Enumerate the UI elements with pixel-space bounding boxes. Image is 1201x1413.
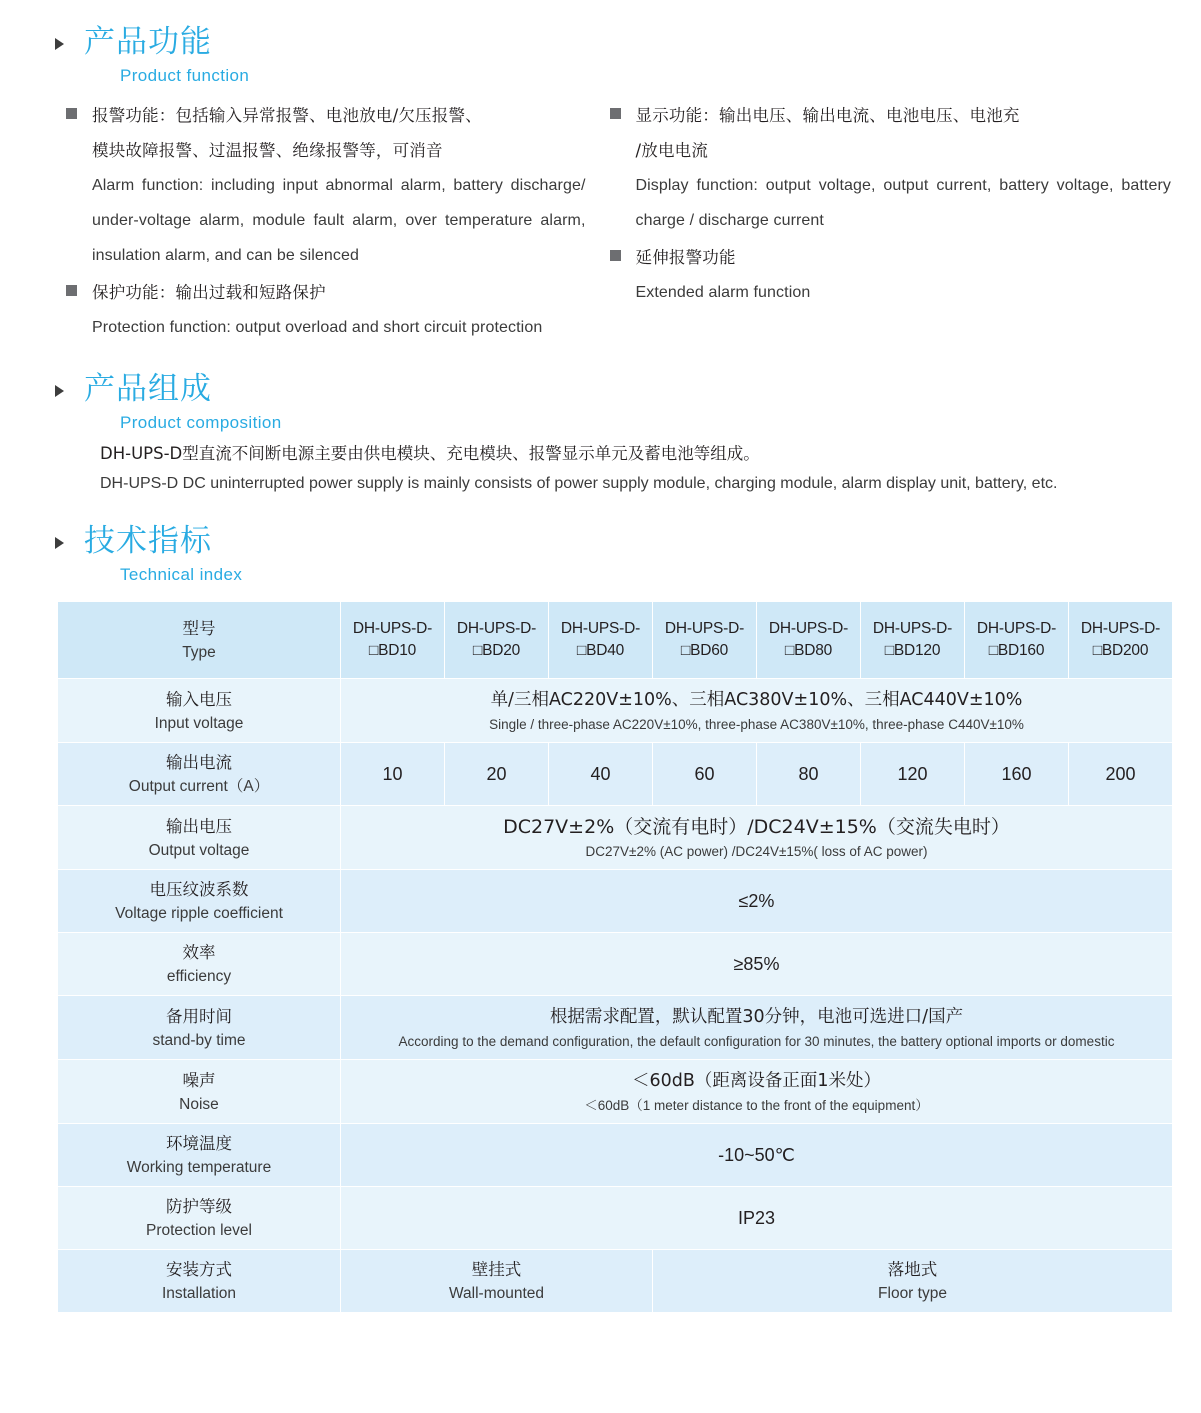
model-name: DH-UPS-D-□BD200 xyxy=(1080,620,1161,659)
item-cn-line-1: 延伸报警功能 xyxy=(635,248,736,267)
row-value-cn: ≤2% xyxy=(738,891,775,911)
section-title-cn: 产品功能 xyxy=(84,24,212,60)
row-cell xyxy=(1069,743,1173,806)
table-header-model xyxy=(965,602,1069,679)
row-value xyxy=(341,870,1173,933)
row-label-en: Output voltage xyxy=(148,841,250,859)
table-header-model xyxy=(549,602,653,679)
row-value xyxy=(341,1187,1173,1250)
model-name: DH-UPS-D-□BD80 xyxy=(768,620,849,659)
model-name: DH-UPS-D-□BD120 xyxy=(872,620,953,659)
install-cn: 落地式 xyxy=(887,1260,938,1279)
function-column-right xyxy=(586,98,1172,347)
row-value-cn: -10~50℃ xyxy=(718,1145,795,1165)
row-value-cn: ≥85% xyxy=(733,954,780,974)
row-cell xyxy=(445,743,549,806)
list-item xyxy=(636,98,1172,238)
row-cell xyxy=(653,743,757,806)
triangle-bullet-icon xyxy=(55,385,64,397)
row-label-en: stand-by time xyxy=(152,1031,246,1049)
row-label-en: Installation xyxy=(161,1285,237,1302)
row-value-en: According to the demand configuration, the default configuration for 30 minutes, the battery optional imports or domestic xyxy=(398,1034,1115,1049)
table-header-model xyxy=(653,602,757,679)
cell-value: 40 xyxy=(590,764,611,784)
item-cn-line-1: 显示功能：输出电压、输出电流、电池电压、电池充 xyxy=(635,106,1020,125)
technical-index-table xyxy=(57,601,1173,1313)
row-label-cn: 输出电流 xyxy=(166,753,232,772)
row-cell xyxy=(757,743,861,806)
row-label-en: Output current（A） xyxy=(128,778,270,795)
square-bullet-icon xyxy=(66,108,77,119)
row-label-cn: 输出电压 xyxy=(166,816,232,836)
row-cell xyxy=(549,743,653,806)
model-name: DH-UPS-D-□BD20 xyxy=(456,620,537,659)
table-header-model xyxy=(341,602,445,679)
section-title-en: Product composition xyxy=(120,413,282,432)
row-value-en: DC27V±2% (AC power) /DC24V±15%( loss of AC power) xyxy=(585,844,928,859)
row-value-cn: IP23 xyxy=(737,1208,776,1228)
cell-value: 20 xyxy=(486,764,507,784)
table-row xyxy=(58,743,1173,806)
row-value xyxy=(341,806,1173,870)
row-label xyxy=(58,1060,341,1124)
row-value xyxy=(341,679,1173,743)
table-row xyxy=(58,933,1173,996)
section-header-technical-index xyxy=(0,521,1201,587)
cell-value: 80 xyxy=(798,764,819,784)
row-value-cn: ＜60dB（距离设备正面1米处） xyxy=(631,1071,881,1091)
table-row xyxy=(58,806,1173,870)
section-title-en: Product function xyxy=(120,66,250,85)
row-label-en: Working temperature xyxy=(126,1159,272,1176)
model-name: DH-UPS-D-□BD40 xyxy=(560,620,641,659)
table-row xyxy=(58,870,1173,933)
row-label-cn: 效率 xyxy=(182,943,216,962)
list-item xyxy=(636,240,1172,310)
square-bullet-icon xyxy=(610,108,621,119)
triangle-bullet-icon xyxy=(55,537,64,549)
product-composition-body xyxy=(0,435,1201,499)
install-cn: 壁挂式 xyxy=(471,1260,522,1279)
function-column-left xyxy=(0,98,586,347)
row-label-en: Input voltage xyxy=(154,714,244,732)
composition-en-text: DH-UPS-D DC uninterrupted power supply is mainly consists of power supply module, charging module, alarm display unit, battery, etc. xyxy=(100,475,1058,492)
row-label-cn: 备用时间 xyxy=(166,1006,232,1026)
table-header-model xyxy=(861,602,965,679)
triangle-bullet-icon xyxy=(55,38,64,50)
row-label-cn: 输入电压 xyxy=(166,689,232,709)
cell-value: 60 xyxy=(694,764,715,784)
row-label-cn: 环境温度 xyxy=(166,1134,232,1153)
square-bullet-icon xyxy=(610,250,621,261)
row-label-en: Voltage ripple coefficient xyxy=(115,905,283,922)
row-value xyxy=(341,996,1173,1060)
model-name: DH-UPS-D-□BD10 xyxy=(352,620,433,659)
row-cell xyxy=(341,743,445,806)
row-value-floor-type xyxy=(653,1250,1173,1313)
table-row xyxy=(58,1250,1173,1313)
model-name: DH-UPS-D-□BD60 xyxy=(664,620,745,659)
item-en-text: Protection function: output overload and short circuit protection xyxy=(92,319,543,336)
list-item xyxy=(92,275,586,345)
row-value-wall-mounted xyxy=(341,1250,653,1313)
table-header-model xyxy=(757,602,861,679)
table-row xyxy=(58,1060,1173,1124)
cell-value: 120 xyxy=(897,764,928,784)
install-en: Floor type xyxy=(878,1285,947,1302)
row-label xyxy=(58,996,341,1060)
section-title-cn: 技术指标 xyxy=(84,523,212,559)
cell-value: 160 xyxy=(1001,764,1032,784)
item-cn-line-1: 报警功能：包括输入异常报警、电池放电/欠压报警、 xyxy=(92,106,482,125)
row-value xyxy=(341,1060,1173,1124)
row-value-cn: 根据需求配置，默认配置30分钟，电池可选进口/国产 xyxy=(549,1007,964,1027)
row-value-cn: DC27V±2%（交流有电时）/DC24V±15%（交流失电时） xyxy=(503,816,1010,838)
row-label-cn: 电压纹波系数 xyxy=(149,880,249,899)
table-row xyxy=(58,679,1173,743)
row-label-en: efficiency xyxy=(166,968,232,985)
row-label xyxy=(58,679,341,743)
composition-cn-text: DH-UPS-D型直流不间断电源主要由供电模块、充电模块、报警显示单元及蓄电池等组成。 xyxy=(100,444,760,463)
table-header-label xyxy=(58,602,341,679)
row-cell xyxy=(965,743,1069,806)
header-cn: 型号 xyxy=(182,619,216,638)
item-cn-line-2: /放电电流 xyxy=(635,141,709,160)
row-label-en: Noise xyxy=(179,1095,219,1113)
item-cn-line-2: 模块故障报警、过温报警、绝缘报警等，可消音 xyxy=(92,141,443,160)
row-label xyxy=(58,933,341,996)
item-en-text: Display function: output voltage, output current, battery voltage, battery charge / discharge current xyxy=(635,177,1171,229)
install-en: Wall-mounted xyxy=(448,1285,545,1302)
table-header-model xyxy=(445,602,549,679)
row-value xyxy=(341,933,1173,996)
square-bullet-icon xyxy=(66,285,77,296)
document-page xyxy=(0,22,1201,1313)
model-name: DH-UPS-D-□BD160 xyxy=(976,620,1057,659)
list-item xyxy=(92,98,586,273)
row-label-en: Protection level xyxy=(146,1222,252,1239)
product-function-columns xyxy=(0,98,1201,347)
row-label xyxy=(58,1250,341,1313)
table-header-row xyxy=(58,602,1173,679)
table-row xyxy=(58,996,1173,1060)
row-label xyxy=(58,743,341,806)
table-row xyxy=(58,1124,1173,1187)
item-en-text: Extended alarm function xyxy=(635,284,811,301)
row-value-en: Single / three-phase AC220V±10%, three-phase AC380V±10%, three-phase C440V±10% xyxy=(489,717,1024,732)
technical-index-table-wrapper xyxy=(57,587,1173,1313)
cell-value: 10 xyxy=(382,764,403,784)
row-label-cn: 防护等级 xyxy=(166,1197,232,1216)
header-en: Type xyxy=(182,644,216,661)
row-label xyxy=(58,806,341,870)
table-row xyxy=(58,1187,1173,1250)
row-label-cn: 安装方式 xyxy=(166,1260,232,1279)
section-header-product-function xyxy=(0,22,1201,88)
row-label xyxy=(58,1187,341,1250)
row-value xyxy=(341,1124,1173,1187)
row-value-en: ＜60dB（1 meter distance to the front of the equipment） xyxy=(584,1098,929,1113)
section-title-en: Technical index xyxy=(120,565,243,584)
table-header-model xyxy=(1069,602,1173,679)
item-en-text: Alarm function: including input abnormal alarm, battery discharge/ under-voltage alarm, module fault alarm, over temperature alarm, insulation alarm, and can be silenced xyxy=(92,177,586,264)
section-title-cn: 产品组成 xyxy=(84,371,212,407)
row-cell xyxy=(861,743,965,806)
row-label xyxy=(58,1124,341,1187)
cell-value: 200 xyxy=(1105,764,1136,784)
row-value-cn: 单/三相AC220V±10%、三相AC380V±10%、三相AC440V±10% xyxy=(490,690,1023,710)
row-label xyxy=(58,870,341,933)
item-cn-line-1: 保护功能：输出过载和短路保护 xyxy=(92,283,326,302)
row-label-cn: 噪声 xyxy=(182,1070,216,1090)
section-header-product-composition xyxy=(0,369,1201,435)
